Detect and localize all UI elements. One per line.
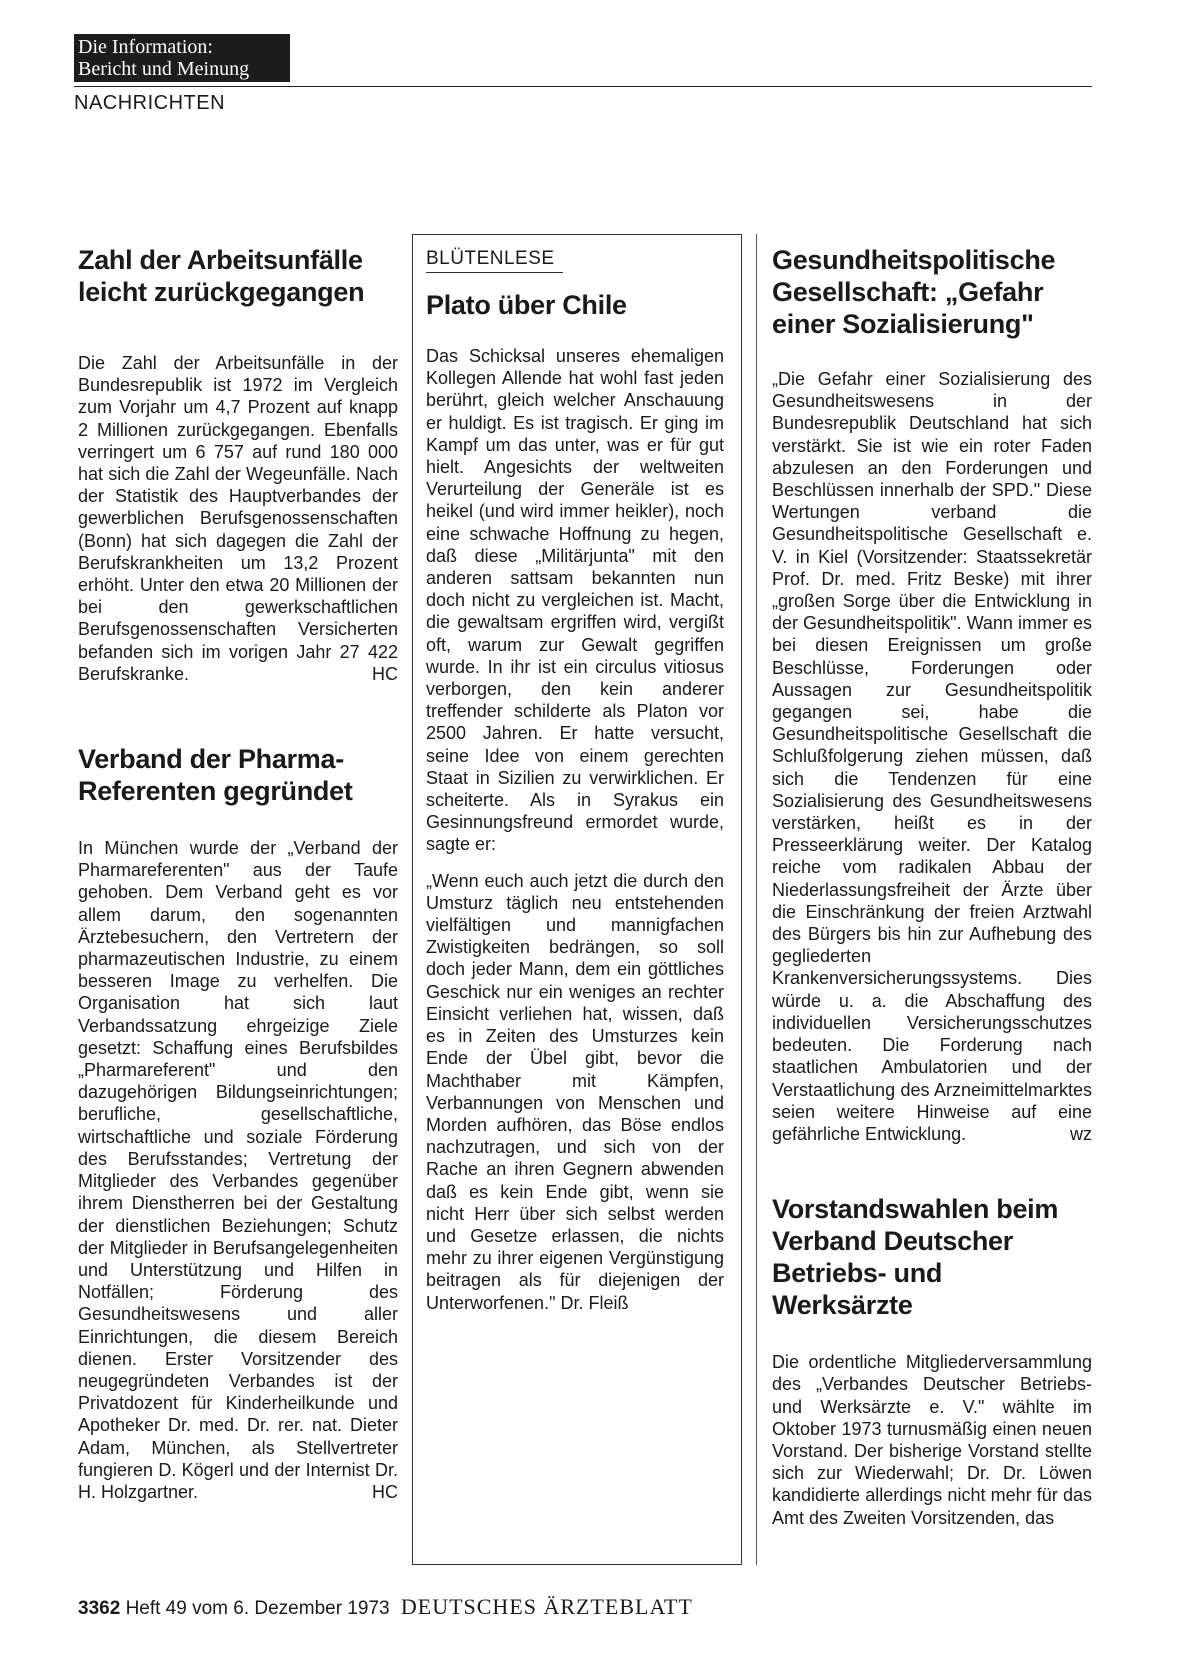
article-body-bluetenlese: Das Schicksal unseres ehemaligen Kollegen Allende hat wohl fast jeden berührt, gleich welcher Anschauung er huldigt. Es ist tragisch. Er ging im Kampf um das unter, was er für gut hielt. Angesichts der weltweiten Verurteilung der Generäle ist es heikel (und wird immer heikler), noch eine schwache Hoffnung zu hegen, daß diese „Militärjunta" mit den anderen sattsam bekannten nun doch nicht zu vergleichen ist. Macht, die gewaltsam ergriffen wird, vergißt oft, warum zur Gewalt gegriffen wurde. In ihr ist ein circulus vitiosus verborgen, den kein anderer treffender schilderte als Platon vor 2500 Jahren. Er hatte versucht, seine Idee von einem gerechten Staat in Sizilien zu verwirklichen. Er scheiterte. Als in Syrakus ein Gesinnungsfreund ermordet wurde, sagte er: [426,346,724,855]
article-quote-bluetenlese: „Wenn euch auch jetzt die durch den Umsturz täglich neu entstehenden vielfältigen und mannigfachen Zwistigkeiten bedrängen, so soll doch jeder Mann, dem ein göttliches Geschick nur ein weniges an rechter Einsicht verliehen hat, wissen, daß es in Zeiten des Umsturzes kein Ende der Übel gibt, bevor die Machthaber mit Kämpfen, Verbannungen von Menschen und Morden aufhören, das Böse endlos nachzutragen, und sich von der Rache an ihren Gegnern abwenden daß es kein Ende gibt, wenn sie nicht Herr über sich selbst werden und Gesetze erlassen, die nichts mehr zu ihrer eigenen Vergünstigung beitragen als für diejenigen der Unterworfenen." Dr. Fleiß [426,870,724,1313]
bluetenlese-kicker: BLÜTENLESE [426,248,563,273]
page-number: 3362 [78,1598,121,1619]
article-body-vorstand: Die ordentliche Mitgliederversammlung des „Verbandes Deutscher Betriebs- und Werksärzte e. V." wählte im Oktober 1973 turnusmäßig einen neuen Vorstand. Der bisherige Vorstand stellte sich zur Wiederwahl; Dr. Dr. Löwen kandidierte allerdings nicht mehr für das Amt des Zweiten Vorsitzenden, das [772,1352,1092,1528]
article-signature-gesundheit: wz [1070,1123,1092,1144]
page-footer [78,1594,693,1620]
article-title-gesundheit: Gesundheitspolitische Gesellschaft: „Gefahr einer Sozialisierung" [772,245,1056,339]
column-left [78,244,398,1503]
masthead-line-2: Bericht und Meinung [78,58,250,80]
masthead-box [74,34,290,82]
article-text-arbeitsunfaelle: Die Zahl der Arbeitsunfälle in der Bundesrepublik ist 1972 im Vergleich zum Vorjahr um 4,7 Prozent auf knapp 2 Millionen zurückgegangen. Ebenfalls verringert um 6 757 auf rund 180 000 hat sich die Zahl der Wegeunfälle. Nach der Statistik des Hauptverbandes der gewerblichen Berufsgenossenschaften (Bonn) hat sich dagegen die Zahl der Berufskrankheiten um 13,2 Prozent erhöht. Unter den etwa 20 Millionen der bei den gewerkschaftlichen Berufsgenossenschaften Versicherten befanden sich im vorigen Jahr 27 422 Berufskranke. [78,353,398,684]
column-right [772,244,1092,1529]
article-text-gesundheit: „Die Gefahr einer Sozialisierung des Gesundheitswesens in der Bundesrepublik Deutschland hat sich verstärkt. Sie ist wie ein roter Faden abzulesen an den Forderungen und Beschlüssen innerhalb der SPD." Diese Wertungen verband die Gesundheitspolitische Gesellschaft e. V. in Kiel (Vorsitzender: Staatssekretär Prof. Dr. med. Fritz Beske) mit ihrer „großen Sorge über die Entwicklung in der Gesundheitspolitik". Wann immer es bei diesen Ereignissen um große Beschlüsse, Forderungen oder Aussagen zur Gesundheitspolitik gegangen sei, habe die Gesundheitspolitische Gesellschaft die Schlußfolgerung ziehen müssen, daß sich die Tendenzen für eine Sozialisierung des Gesundheitswesens verstärken, heißt es in der Presseerklärung weiter. Der Katalog reiche vom radikalen Abbau der Niederlassungsfreiheit der Ärzte über die Einschränkung der freien Arztwahl des Bürgers bis hin zur Aufhebung des gegliederten Krankenversicherungssystems. Dies würde u. a. die Abschaffung des individuellen Versicherungsschutzes bedeuten. Die Forderung nach staatlichen Ambulatorien und der Verstaatlichung des Arzneimittelmarktes seien weitere Hinweise auf eine gefährliche Entwicklung. [772,369,1092,1144]
article-body-arbeitsunfaelle [78,352,398,685]
article-title-vorstand: Vorstandswahlen beim Verband Deutscher Betriebs- und Werksärzte [772,1194,1059,1321]
column-middle [426,248,724,1314]
column-divider [756,234,757,1565]
masthead-line-1: Die Information: [78,36,213,58]
issue-info: Heft 49 vom 6. Dezember 1973 [125,1598,390,1619]
header-rule [74,86,1092,87]
article-title-arbeitsunfaelle: Zahl der Arbeitsunfälle leicht zurückgegangen [78,245,365,307]
article-title-bluetenlese: Plato über Chile [426,290,627,320]
article-signature-arbeitsunfaelle: HC [372,663,398,684]
article-signature-pharma: HC [372,1481,398,1502]
section-label: NACHRICHTEN [74,92,226,114]
article-text-pharma: In München wurde der „Verband der Pharmareferenten" aus der Taufe gehoben. Dem Verband geht es vor allem darum, den sogenannten Ärztebesuchern, den Vertretern der pharmazeutischen Industrie, zu einem besseren Image zu verhelfen. Die Organisation hat sich laut Verbandssatzung ehrgeizige Ziele gesetzt: Schaffung eines Berufsbildes „Pharmareferent" und den dazugehörigen Bildungseinrichtungen; berufliche, gesellschaftliche, wirtschaftliche und soziale Förderung des Berufsstandes; Vertretung der Mitglieder des Verbandes gegenüber ihrem Dienstherren bei der Gestaltung der dienstlichen Beziehungen; Schutz der Mitglieder in Berufsangelegenheiten und Unterstützung und Hilfen in Notfällen; Förderung des Gesundheitswesens und aller Einrichtungen, die diesem Bereich dienen. Erster Vorsitzender des neugegründeten Verbandes ist der Privatdozent für Kinderheilkunde und Apotheker Dr. med. Dr. rer. nat. Dieter Adam, München, als Stellvertreter fungieren D. Kögerl und der Internist Dr. H. Holzgartner. [78,838,398,1502]
article-body-gesundheit [772,368,1092,1145]
journal-name: DEUTSCHES ÄRZTEBLATT [400,1594,693,1619]
article-body-pharma [78,837,398,1503]
article-title-pharma: Verband der Pharma-Referenten gegründet [78,744,353,807]
